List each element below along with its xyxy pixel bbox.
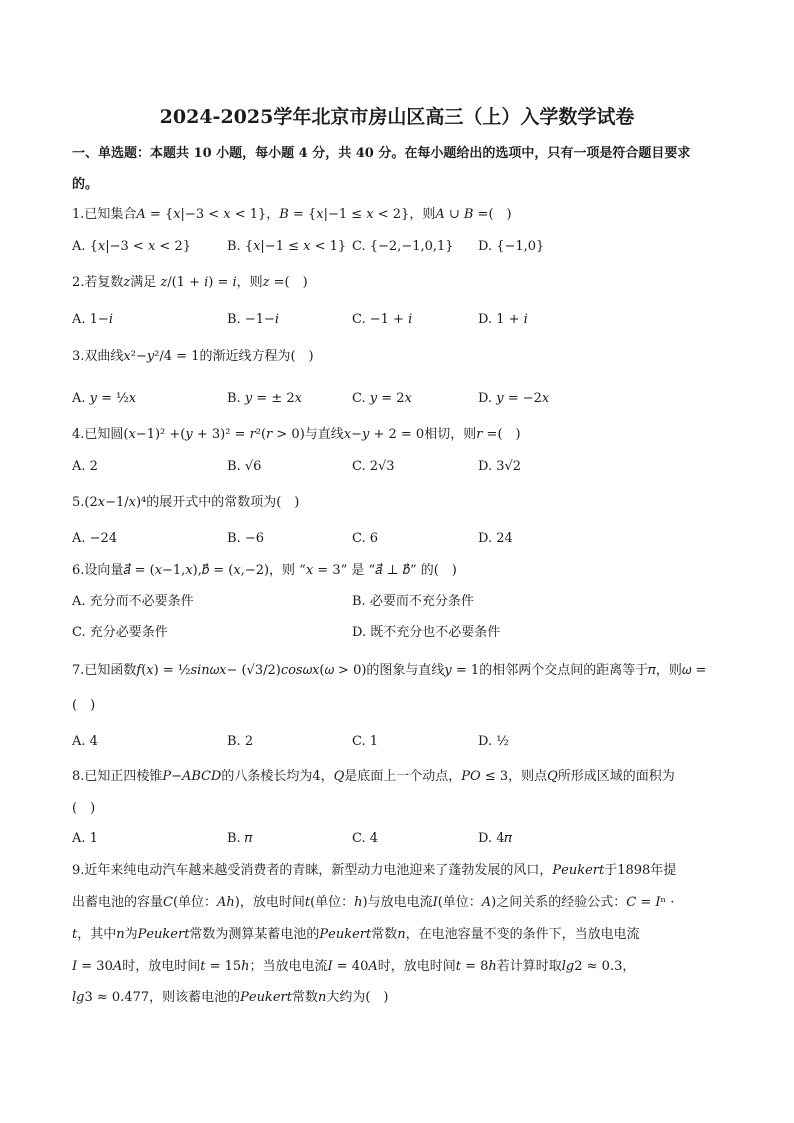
question-9-stem-line-5: 𝑙𝑔3 ≈ 0.477，则该蓄电池的𝑃𝑒𝑢𝑘𝑒𝑟𝑡常数𝑛大约为( ): [72, 990, 389, 1005]
question-5-option-a: A. −24: [72, 531, 118, 546]
question-9-stem-line-1: 9.近年来纯电动汽车越来越受消费者的青睐，新型动力电池迎来了蓬勃发展的风口，𝑃𝑒𝑢𝑘𝑒𝑟𝑡于1898年提: [72, 863, 677, 878]
question-4-option-d: D. 3√2: [478, 459, 522, 474]
question-7-option-d: D. ½: [478, 734, 509, 749]
question-4-stem: 4.已知圆(𝑥−1)² +(𝑦 + 3)² = 𝑟²(𝑟 > 0)与直线𝑥−𝑦 + 2 = 0相切，则𝑟 =( ): [72, 427, 521, 442]
page-title: 2024-2025学年北京市房山区高三（上）入学数学试卷: [159, 106, 635, 128]
question-5-option-d: D. 24: [478, 531, 513, 546]
question-5-option-b: B. −6: [227, 531, 264, 546]
question-6-option-c: C. 充分必要条件: [72, 625, 168, 640]
question-8-stem-line-2: ( ): [72, 801, 96, 816]
question-1-stem: 1.已知集合𝐴 = {𝑥|−3 < 𝑥 < 1}，𝐵 = {𝑥|−1 ≤ 𝑥 < 2}，则𝐴 ∪ 𝐵 =( ): [72, 207, 512, 222]
question-1-option-d: D. {−1,0}: [478, 239, 545, 254]
question-4-option-b: B. √6: [227, 459, 262, 474]
question-2-option-b: B. −1−𝑖: [227, 312, 280, 327]
question-2-option-c: C. −1 + 𝑖: [352, 312, 413, 327]
question-2-option-d: D. 1 + 𝑖: [478, 312, 528, 327]
question-7-option-a: A. 4: [72, 734, 98, 749]
question-6-option-a: A. 充分而不必要条件: [72, 594, 194, 609]
question-1-option-a: A. {𝑥|−3 < 𝑥 < 2}: [72, 239, 191, 254]
question-4-option-a: A. 2: [72, 459, 98, 474]
question-8-stem-line-1: 8.已知正四棱锥𝑃−𝐴𝐵𝐶𝐷的八条棱长均为4，𝑄是底面上一个动点，𝑃𝑂 ≤ 3，则点𝑄所形成区域的面积为: [72, 769, 675, 784]
question-3-option-d: D. 𝑦 = −2𝑥: [478, 391, 550, 406]
question-2-option-a: A. 1−𝑖: [72, 312, 113, 327]
question-5-stem: 5.(2𝑥−1/𝑥)⁴的展开式中的常数项为( ): [72, 495, 300, 510]
question-8-option-b: B. 𝜋: [227, 831, 253, 846]
section-heading-line-1: 一、单选题：本题共 10 小题，每小题 4 分，共 40 分。在每小题给出的选项中，只有一项是符合题目要求: [72, 146, 691, 161]
question-3-stem: 3.双曲线𝑥²−𝑦²/4 = 1的渐近线方程为( ): [72, 349, 314, 364]
question-6-stem: 6.设向量𝑎⃗ = (𝑥−1,𝑥),𝑏⃗ = (𝑥,−2)，则 “𝑥 = 3” 是 “𝑎⃗ ⊥ 𝑏⃗” 的( ): [72, 563, 457, 578]
question-8-option-a: A. 1: [72, 831, 98, 846]
question-3-option-b: B. 𝑦 = ± 2𝑥: [227, 391, 302, 406]
question-6-option-d: D. 既不充分也不必要条件: [352, 625, 501, 640]
question-9-stem-line-4: 𝐼 = 30𝐴时，放电时间𝑡 = 15ℎ；当放电电流𝐼 = 40𝐴时，放电时间𝑡 = 8ℎ若计算时取𝑙𝑔2 ≈ 0.3，: [72, 959, 636, 974]
question-3-option-c: C. 𝑦 = 2𝑥: [352, 391, 412, 406]
question-9-stem-line-2: 出蓄电池的容量𝐶(单位：𝐴ℎ)，放电时间𝑡(单位：ℎ)与放电电流𝐼(单位：𝐴)之间关系的经验公式：𝐶 = 𝐼ⁿ ·: [72, 895, 675, 910]
question-7-stem-line-2: ( ): [72, 698, 96, 713]
question-9-stem-line-3: 𝑡，其中𝑛为𝑃𝑒𝑢𝑘𝑒𝑟𝑡常数为测算某蓄电池的𝑃𝑒𝑢𝑘𝑒𝑟𝑡常数𝑛，在电池容量不变的条件下，当放电电流: [72, 927, 640, 942]
question-5-option-c: C. 6: [352, 531, 379, 546]
question-6-option-b: B. 必要而不充分条件: [352, 594, 474, 609]
question-4-option-c: C. 2√3: [352, 459, 395, 474]
question-8-option-d: D. 4𝜋: [478, 831, 513, 846]
question-7-option-c: C. 1: [352, 734, 379, 749]
question-7-stem-line-1: 7.已知函数𝑓(𝑥) = ½𝑠𝑖𝑛𝜔𝑥− (√3/2)𝑐𝑜𝑠𝜔𝑥(𝜔 > 0)的图象与直线𝑦 = 1的相邻两个交点间的距离等于𝜋，则𝜔 =: [72, 663, 707, 678]
question-8-option-c: C. 4: [352, 831, 379, 846]
question-1-option-c: C. {−2,−1,0,1}: [352, 239, 454, 254]
question-1-option-b: B. {𝑥|−1 ≤ 𝑥 < 1}: [227, 239, 347, 254]
question-7-option-b: B. 2: [227, 734, 254, 749]
question-2-stem: 2.若复数𝑧满足 𝑧/(1 + 𝑖) = 𝑖，则𝑧 =( ): [72, 275, 308, 290]
section-heading-line-2: 的。: [72, 177, 99, 192]
question-3-option-a: A. 𝑦 = ½𝑥: [72, 391, 137, 406]
